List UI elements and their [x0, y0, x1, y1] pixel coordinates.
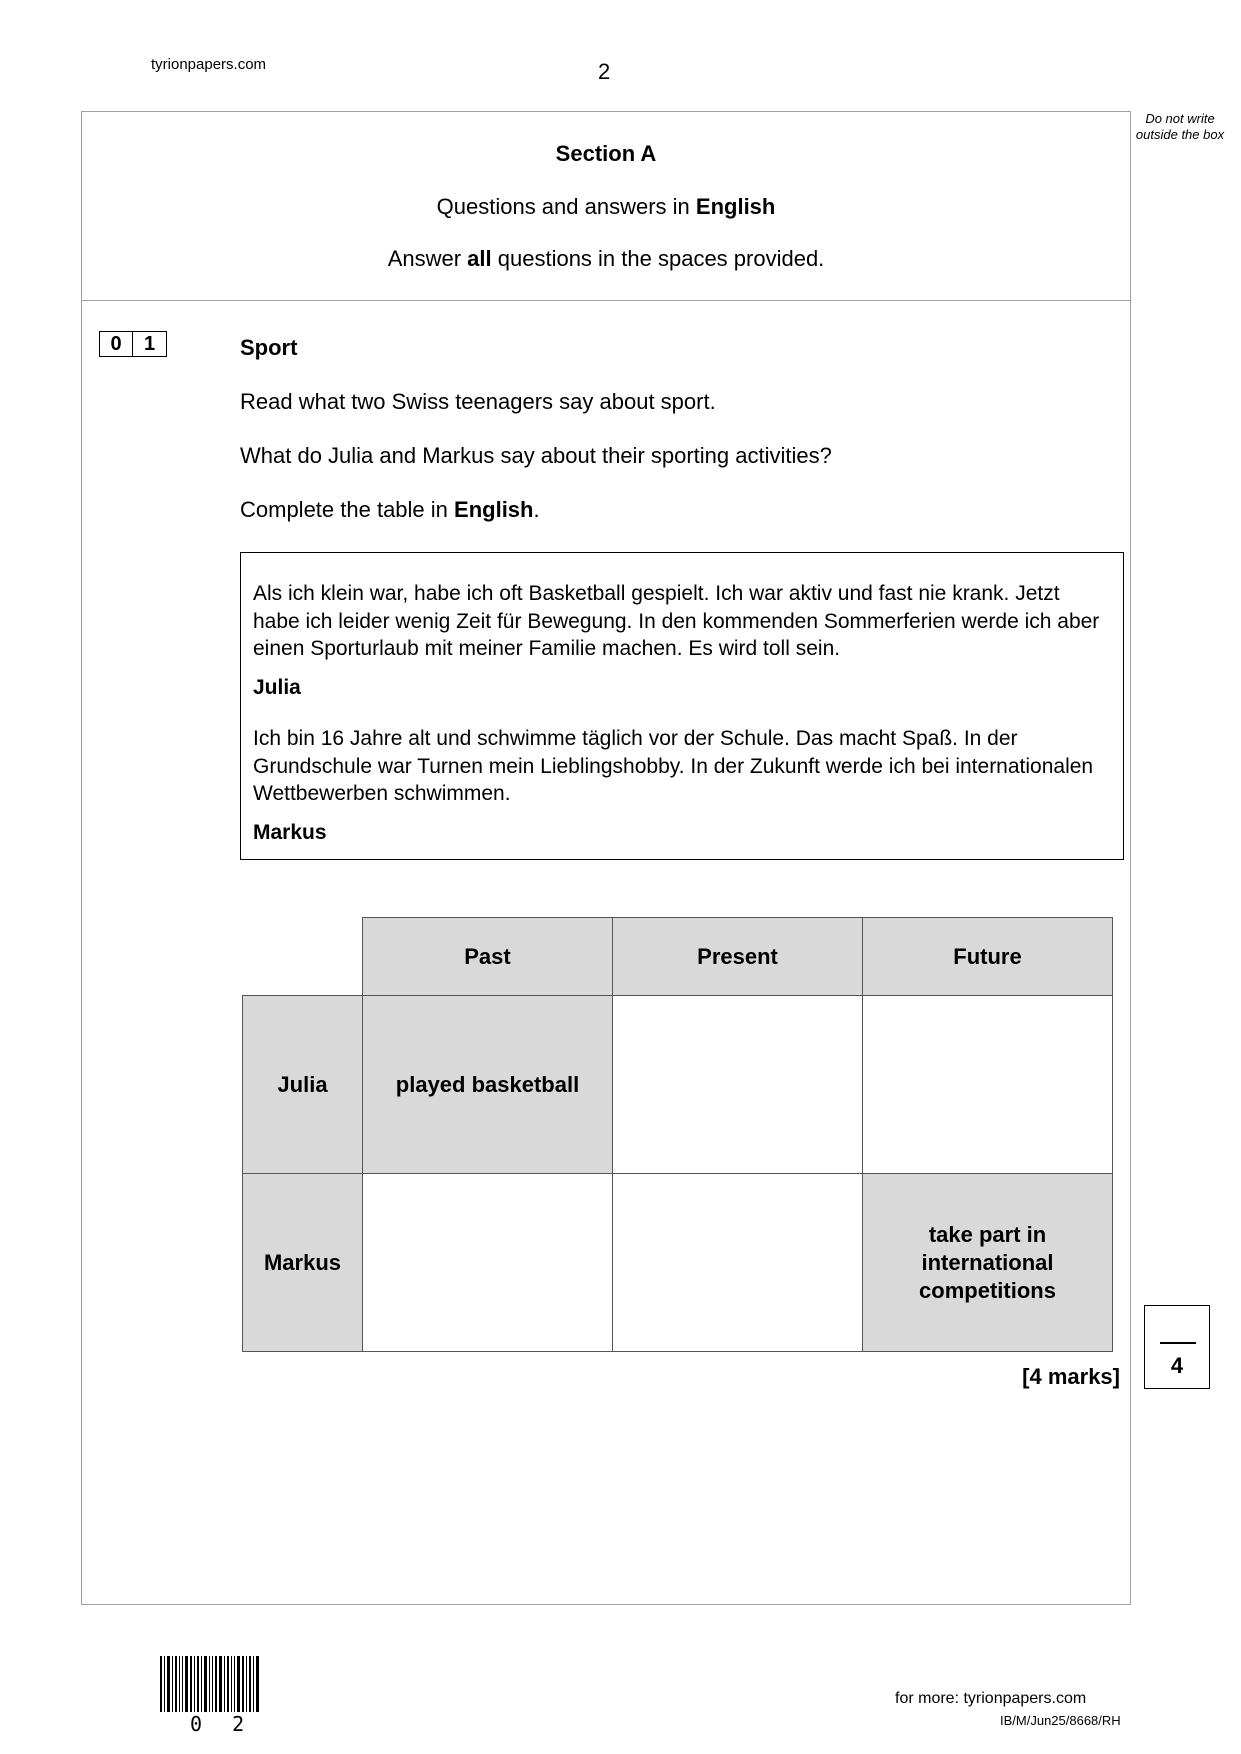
question-title: Sport	[240, 335, 298, 360]
section-instruction-answer: Answer all questions in the spaces provided.	[387, 246, 825, 271]
question-digit-1: 0	[99, 331, 133, 357]
barcode-icon	[160, 1656, 261, 1712]
julia-future-answer-cell[interactable]	[863, 996, 1113, 1174]
row-label-julia: Julia	[243, 996, 363, 1174]
question-digit-2: 1	[133, 331, 167, 357]
table-row-julia	[243, 996, 1113, 1174]
answer-table	[242, 917, 1113, 1352]
question-prompt: What do Julia and Markus say about their sporting activities?	[240, 443, 832, 468]
markus-present-answer-cell[interactable]	[613, 1174, 863, 1352]
footer-link-text: for more: tyrionpapers.com	[895, 1690, 1087, 1707]
mark-line	[1160, 1342, 1196, 1344]
markus-future-cell: take part in international competitions	[863, 1174, 1113, 1352]
section-divider	[81, 300, 1131, 301]
row-label-markus: Markus	[243, 1174, 363, 1352]
question-number-box	[99, 331, 167, 357]
section-title: Section A	[555, 141, 657, 166]
mark-total: 4	[1170, 1353, 1184, 1378]
header-future: Future	[863, 918, 1113, 996]
reading-passage	[240, 552, 1124, 860]
markus-name: Markus	[253, 820, 327, 844]
header-present: Present	[613, 918, 863, 996]
table-row-markus	[243, 1174, 1113, 1352]
mark-total-box	[1144, 1305, 1210, 1389]
margin-note: Do not write outside the box	[1135, 111, 1225, 142]
watermark-text: tyrionpapers.com	[151, 56, 267, 73]
question-instruction: Complete the table in English.	[240, 497, 540, 522]
julia-past-cell: played basketball	[363, 996, 613, 1174]
question-intro: Read what two Swiss teenagers say about sport.	[240, 389, 716, 414]
table-header-row	[243, 918, 1113, 996]
markus-text: Ich bin 16 Jahre alt und schwimme täglich vor der Schule. Das macht Spaß. In der Grundschule war Turnen mein Lieblingshobby. In der Zukunft werde ich bei internationalen Wettbewerben schwimmen.	[253, 727, 1094, 805]
marks-label: [4 marks]	[1022, 1364, 1120, 1389]
page-number: 2	[598, 59, 611, 84]
section-instruction-language: Questions and answers in English	[436, 194, 776, 219]
barcode-number: 0 2	[190, 1712, 254, 1736]
julia-text: Als ich klein war, habe ich oft Basketball gespielt. Ich war aktiv und fast nie krank. Jetzt habe ich leider wenig Zeit für Bewegung. In den kommenden Sommerferien werde ich aber einen Sporturlaub mit meiner Familie machen. Es wird toll sein.	[253, 582, 1100, 660]
markus-past-answer-cell[interactable]	[363, 1174, 613, 1352]
julia-name: Julia	[253, 675, 301, 699]
footer-code: IB/M/Jun25/8668/RH	[1000, 1713, 1121, 1728]
julia-present-answer-cell[interactable]	[613, 996, 863, 1174]
table-corner-cell	[243, 918, 363, 996]
header-past: Past	[363, 918, 613, 996]
